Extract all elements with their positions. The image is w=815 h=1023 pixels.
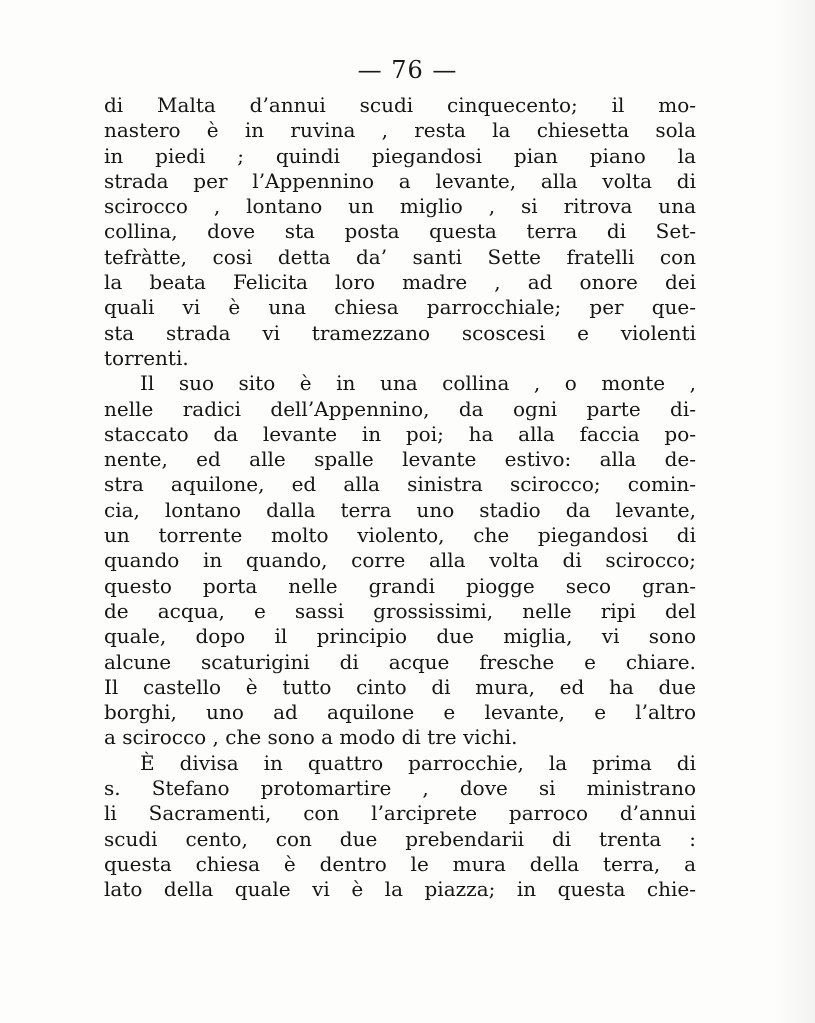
page-number: — 76 —	[357, 56, 458, 84]
text-line: alcune scaturigini di acque fresche e chiare.	[104, 649, 696, 674]
page-edge-shadow	[775, 0, 815, 1023]
text-line: sta strada vi tramezzano scoscesi e violenti	[104, 320, 696, 345]
text-line: scirocco , lontano un miglio , si ritrova una	[104, 194, 696, 219]
text-line: tefràtte, cosi detta da’ santi Sette fratelli con	[104, 244, 696, 269]
text-line: s. Stefano protomartire , dove si ministrano	[104, 776, 696, 801]
text-line: questa chiesa è dentro le mura della terra, a	[104, 851, 696, 876]
text-line: stra aquilone, ed alla sinistra scirocco; comin-	[104, 472, 696, 497]
text-line: nastero è in ruvina , resta la chiesetta sola	[104, 118, 696, 143]
text-line: strada per l’Appennino a levante, alla volta di	[104, 168, 696, 193]
text-line: quale, dopo il principio due miglia, vi sono	[104, 624, 696, 649]
text-line: questo porta nelle grandi piogge seco gran-	[104, 573, 696, 598]
text-line: Il suo sito è in una collina , o monte ,	[140, 371, 696, 396]
text-line: lato della quale vi è la piazza; in questa chie-	[104, 877, 696, 902]
body-text	[104, 93, 696, 903]
text-line: quando in quando, corre alla volta di scirocco;	[104, 548, 696, 573]
text-line: in piedi ; quindi piegandosi pian piano la	[104, 143, 696, 168]
text-line: nelle radici dell’Appennino, da ogni parte di-	[104, 396, 696, 421]
text-line: torrenti.	[104, 345, 189, 370]
text-line: li Sacramenti, con l’arciprete parroco d’annui	[104, 801, 696, 826]
text-line: la beata Felicita loro madre , ad onore dei	[104, 270, 696, 295]
text-line: borghi, uno ad aquilone e levante, e l’altro	[104, 700, 696, 725]
text-line: Il castello è tutto cinto di mura, ed ha due	[104, 674, 696, 699]
text-line: di Malta d’annui scudi cinquecento; il mo-	[104, 93, 696, 117]
text-line: de acqua, e sassi grossissimi, nelle ripi del	[104, 598, 696, 623]
text-line: a scirocco , che sono a modo di tre vichi.	[104, 725, 518, 750]
text-line: È divisa in quattro parrocchie, la prima di	[140, 750, 696, 775]
text-line: staccato da levante in poi; ha alla faccia po-	[104, 421, 696, 446]
text-line: collina, dove sta posta questa terra di Set-	[104, 219, 696, 244]
text-line: quali vi è una chiesa parrocchiale; per que-	[104, 295, 696, 320]
text-line: scudi cento, con due prebendarii di trenta :	[104, 826, 696, 851]
text-line: nente, ed alle spalle levante estivo: alla de-	[104, 447, 696, 472]
text-line: cia, lontano dalla terra uno stadio da levante,	[104, 497, 696, 522]
text-line: un torrente molto violento, che piegandosi di	[104, 523, 696, 548]
